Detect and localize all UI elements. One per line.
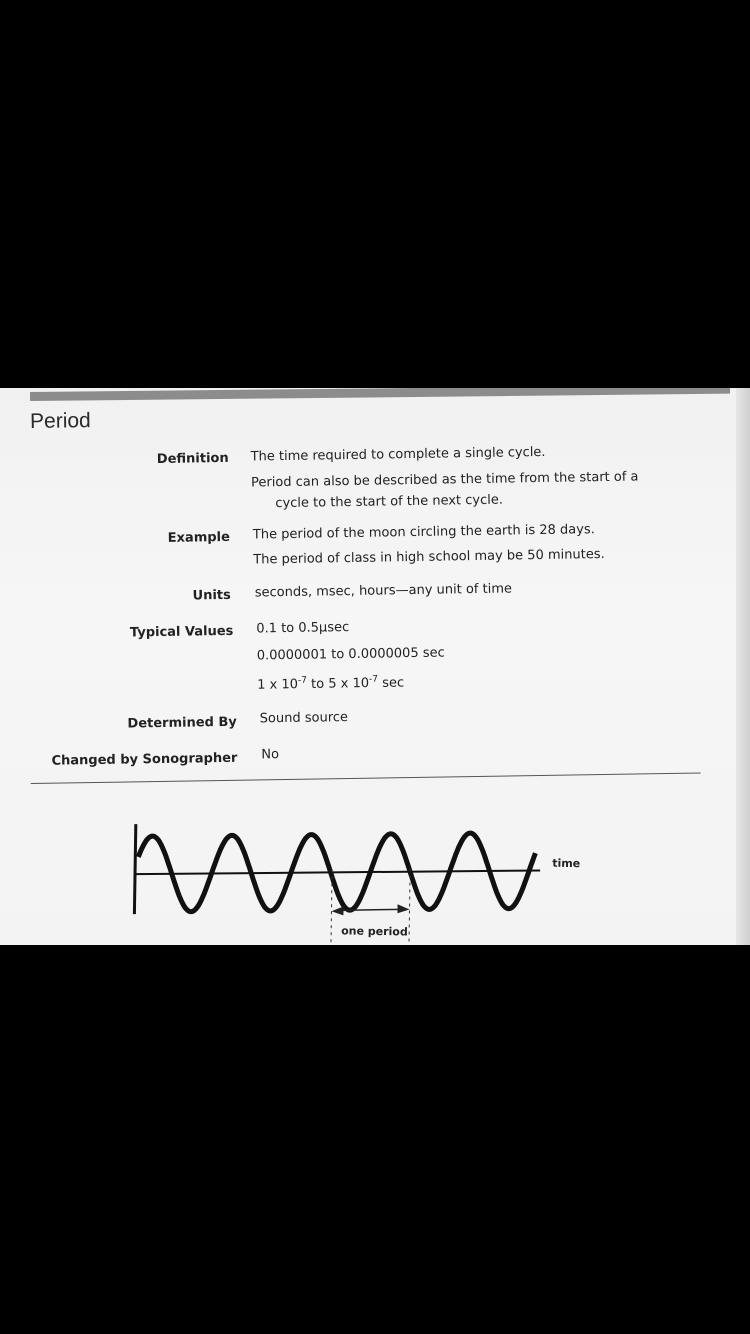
- diagram-vertical-axis: [134, 824, 135, 914]
- typical-values-line-2: 0.0000001 to 0.0000005 sec: [256, 645, 445, 664]
- definition-label: Definition: [156, 450, 229, 468]
- one-period-label: one period: [341, 924, 408, 939]
- period-arrow-right-head: [397, 904, 409, 913]
- definition-line-3: cycle to the start of the next cycle.: [275, 492, 504, 512]
- changed-by-label: Changed by Sonographer: [51, 750, 238, 769]
- changed-by-text: No: [261, 747, 280, 763]
- example-line-1: The period of the moon circling the earth is 28 days.: [252, 522, 595, 543]
- determined-by-text: Sound source: [259, 710, 349, 727]
- period-end-marker: [409, 868, 410, 943]
- typical-values-line-3: 1 x $10^{-7}$ to 5 x $10^{-7}$ sec: [257, 674, 405, 693]
- units-label: Units: [192, 587, 231, 604]
- definition-line-2: Period can also be described as the time from the start of a: [250, 469, 639, 491]
- section-divider: [31, 773, 701, 785]
- determined-by-label: Determined By: [127, 714, 237, 732]
- period-arrow-left-head: [331, 906, 343, 915]
- typical-values-line-1: 0.1 to 0.5μsec: [256, 620, 350, 637]
- document-photo: [0, 388, 750, 945]
- example-label: Example: [167, 529, 231, 546]
- period-wave-diagram: [119, 804, 641, 945]
- time-axis-label: time: [552, 856, 581, 871]
- example-line-2: The period of class in high school may be 50 minutes.: [253, 546, 605, 568]
- definition-line-1: The time required to complete a single cycle.: [250, 444, 546, 465]
- typical-values-label: Typical Values: [129, 623, 234, 641]
- diagram-time-axis: [135, 864, 540, 880]
- page-title: Period: [29, 409, 91, 433]
- units-text: seconds, msec, hours—any unit of time: [254, 581, 513, 601]
